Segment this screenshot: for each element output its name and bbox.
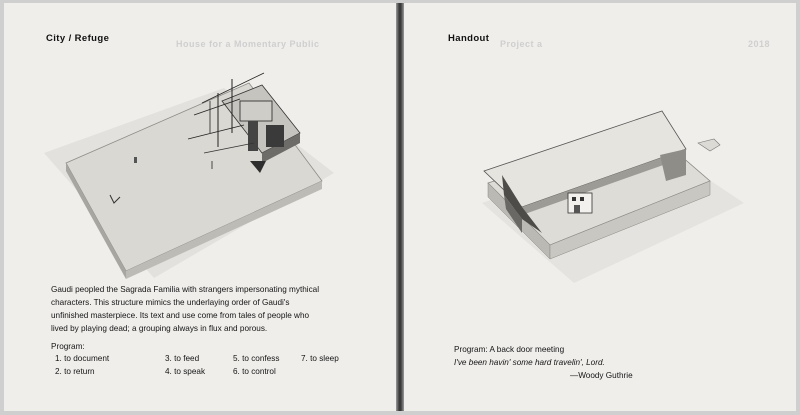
program-item: 5. to confess (233, 354, 280, 363)
quote-line: I've been havin' some hard travelin', Lord. (454, 358, 605, 367)
left-page (4, 3, 396, 411)
right-page (404, 3, 796, 411)
program-item: 7. to sleep (301, 354, 339, 363)
description-line: characters. This structure mimics the underlaying order of Gaudi's (51, 298, 290, 307)
description-line: Gaudi peopled the Sagrada Familia with strangers impersonating mythical (51, 285, 320, 294)
description-line: lived by playing dead; a grouping always in flux and porous. (51, 324, 268, 333)
program-item: 6. to control (233, 367, 276, 376)
page-title-city-refuge: City / Refuge (46, 33, 110, 44)
program-label: Program: (51, 342, 85, 351)
quote-attribution: —Woody Guthrie (570, 371, 633, 380)
program-item: 2. to return (55, 367, 95, 376)
model-photo-handout (404, 83, 796, 333)
bleed-through-page-number: 2018 (748, 39, 771, 49)
model-photo-city-refuge (4, 43, 396, 313)
bleed-through-heading: House for a Momentary Public (176, 39, 320, 49)
description-paragraph (51, 283, 381, 335)
page-title-handout: Handout (448, 33, 490, 44)
program-item: 4. to speak (165, 367, 206, 376)
book-gutter (396, 3, 404, 411)
description-line: unfinished masterpiece. Its text and use come from tales of people who (51, 311, 310, 320)
program-line: Program: A back door meeting (454, 345, 565, 354)
program-item: 1. to document (55, 354, 110, 363)
bleed-through-heading: Project a (500, 39, 543, 49)
handout-caption (454, 343, 774, 382)
program-item: 3. to feed (165, 354, 200, 363)
book-spread (4, 3, 796, 411)
